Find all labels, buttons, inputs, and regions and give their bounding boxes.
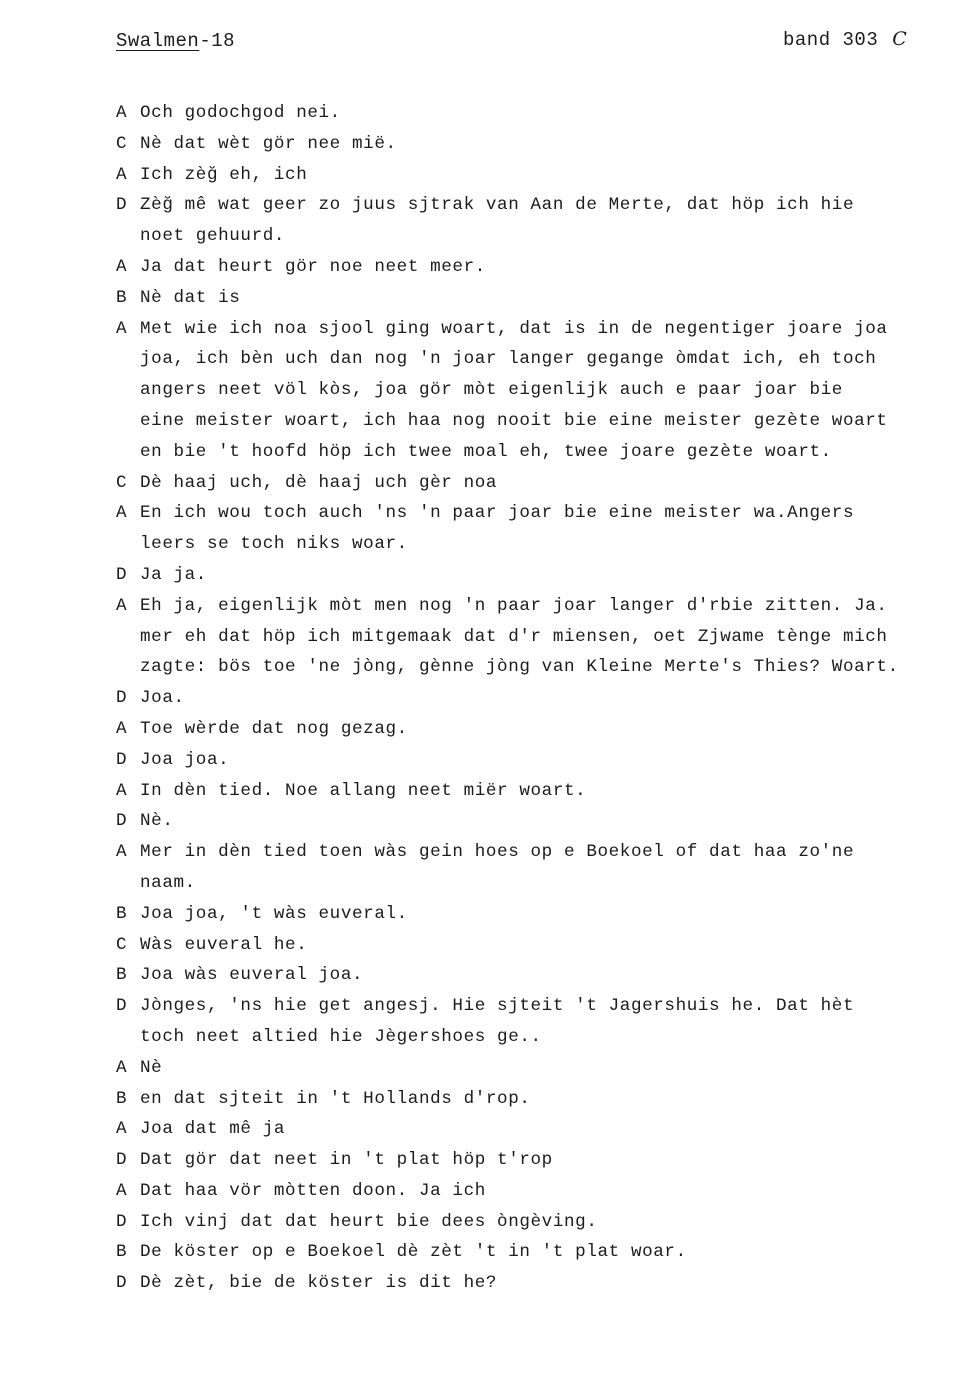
utterance-line: Joa joa. (140, 749, 230, 770)
speaker-label: C (116, 472, 128, 493)
speaker-label: A (116, 103, 128, 123)
utterance (140, 837, 854, 899)
utterance-line: Dè haaj uch, dè haaj uch gèr noa (140, 472, 498, 493)
utterance-line: Nè dat wèt gör nee mië. (140, 133, 397, 154)
utterance (140, 806, 173, 837)
speaker-label: A (116, 1119, 128, 1140)
utterance (140, 560, 207, 591)
utterance-line: In dèn tied. Noe allang neet miër woart. (140, 780, 587, 801)
speaker-label: B (116, 287, 128, 308)
utterance (140, 283, 240, 314)
speaker-label: D (116, 1273, 128, 1294)
speaker-label: A (116, 1057, 128, 1078)
transcript-turn (116, 806, 976, 837)
utterance (140, 776, 586, 807)
utterance (140, 1053, 162, 1084)
transcript-turn (116, 314, 976, 468)
transcript-turn (116, 129, 976, 160)
utterance-line: Nè. (140, 811, 174, 832)
transcript-turn (116, 683, 976, 714)
transcript-turn (116, 991, 976, 1053)
transcript-turn (116, 837, 976, 899)
utterance-line: Ich vinj dat dat heurt bie dees òngèving. (140, 1211, 598, 1232)
transcript-turn (116, 190, 976, 252)
utterance-line: joa, ich bèn uch dan nog 'n joar langer gegange òmdat ich, eh toch (140, 349, 877, 370)
transcript-turn (116, 1237, 976, 1268)
place-name: Swalmen (116, 30, 200, 52)
speaker-label: A (116, 718, 128, 739)
utterance (140, 160, 307, 191)
utterance-line: Nè dat is (140, 287, 241, 308)
speaker-label: B (116, 1088, 128, 1109)
utterance-line: leers se toch niks woar. (140, 534, 408, 555)
utterance-line: Toe wèrde dat nog gezag. (140, 718, 408, 739)
speaker-label: A (116, 1180, 128, 1201)
speaker-label: A (116, 503, 128, 524)
speaker-label: D (116, 1211, 128, 1232)
page-number: -18 (199, 30, 236, 52)
utterance (140, 714, 408, 745)
speaker-label: C (116, 133, 128, 154)
utterance-line: Joa wàs euveral joa. (140, 965, 364, 986)
utterance-line: Zèğ mê wat geer zo juus sjtrak van Aan de Merte, dat höp ich hie (140, 195, 855, 216)
transcript-turn (116, 1268, 976, 1299)
transcript-turn (116, 98, 976, 129)
utterance (140, 991, 854, 1053)
utterance-line: Ich zèğ eh, ich (140, 164, 308, 185)
utterance (140, 683, 185, 714)
tape-reference (783, 28, 907, 51)
utterance (140, 190, 854, 252)
document-title (116, 30, 235, 52)
utterance-line: Joa dat mê ja (140, 1119, 286, 1140)
utterance (140, 1114, 285, 1145)
utterance-line: eine meister woart, ich haa nog nooit bie eine meister gezète woart (140, 410, 888, 431)
speaker-label: D (116, 564, 128, 585)
utterance-line: Mer in dèn tied toen wàs gein hoes op e Boekoel of dat haa zo'ne (140, 842, 855, 863)
transcript-turn (116, 283, 976, 314)
transcript-turn (116, 899, 976, 930)
utterance (140, 960, 363, 991)
utterance (140, 1207, 597, 1238)
speaker-label: A (116, 318, 128, 339)
speaker-label: A (116, 780, 128, 801)
utterance-line: Eh ja, eigenlijk mòt men nog 'n paar joar langer d'rbie zitten. Ja. (140, 595, 888, 616)
utterance (140, 1176, 486, 1207)
utterance (140, 1145, 553, 1176)
utterance-line: Jònges, 'ns hie get angesj. Hie sjteit 't Jagershuis he. Dat hèt (140, 996, 855, 1017)
utterance (140, 591, 899, 683)
transcript-turn (116, 1053, 976, 1084)
utterance-line: Dè zèt, bie de köster is dit he? (140, 1273, 498, 1294)
transcript-turn (116, 714, 976, 745)
speaker-label: D (116, 1150, 128, 1171)
utterance-line: De köster op e Boekoel dè zèt 't in 't plat woar. (140, 1242, 687, 1263)
band-number: band 303 (783, 29, 879, 51)
transcript-turn (116, 1114, 976, 1145)
handwritten-mark: C (892, 28, 908, 50)
utterance-line: naam. (140, 872, 196, 893)
transcript-turn (116, 591, 976, 683)
utterance-line: Ja ja. (140, 564, 207, 585)
utterance-line: Ja dat heurt gör noe neet meer. (140, 256, 486, 277)
utterance (140, 1237, 687, 1268)
transcript-turn (116, 776, 976, 807)
speaker-label: A (116, 164, 128, 185)
utterance-line: Dat haa vör mòtten doon. Ja ich (140, 1180, 486, 1201)
transcript-turn (116, 745, 976, 776)
transcript-turn (116, 1145, 976, 1176)
utterance (140, 930, 307, 961)
speaker-label: A (116, 842, 128, 863)
transcript-turn (116, 560, 976, 591)
speaker-label: D (116, 811, 128, 832)
transcript-turn (116, 1176, 976, 1207)
speaker-label: A (116, 256, 128, 277)
transcript-turn (116, 160, 976, 191)
speaker-label: D (116, 996, 128, 1017)
speaker-label: B (116, 903, 128, 924)
utterance (140, 252, 486, 283)
transcript-turn (116, 498, 976, 560)
transcript (116, 98, 976, 1299)
utterance (140, 745, 229, 776)
utterance-line: Nè (140, 1057, 163, 1078)
utterance (140, 98, 341, 129)
utterance-line: en dat sjteit in 't Hollands d'rop. (140, 1088, 531, 1109)
utterance-line: en bie 't hoofd höp ich twee moal eh, twee joare gezète woart. (140, 441, 832, 462)
utterance (140, 899, 408, 930)
utterance-line: Joa. (140, 688, 185, 709)
speaker-label: B (116, 1242, 128, 1263)
speaker-label: D (116, 195, 128, 216)
utterance-line: zagte: bös toe 'ne jòng, gènne jòng van Kleine Merte's Thies? Woart. (140, 657, 899, 678)
utterance-line: Joa joa, 't wàs euveral. (140, 903, 408, 924)
utterance-line: angers neet völ kòs, joa gör mòt eigenlijk auch e paar joar bie (140, 380, 843, 401)
utterance (140, 129, 397, 160)
utterance-line: Wàs euveral he. (140, 934, 308, 955)
utterance (140, 1268, 497, 1299)
utterance-line: mer eh dat höp ich mitgemaak dat d'r miensen, oet Zjwame tènge mich (140, 626, 888, 647)
utterance (140, 314, 888, 468)
transcript-turn (116, 468, 976, 499)
speaker-label: A (116, 595, 128, 616)
speaker-label: D (116, 749, 128, 770)
transcript-turn (116, 252, 976, 283)
utterance-line: Met wie ich noa sjool ging woart, dat is in de negentiger joare joa (140, 318, 888, 339)
utterance-line: En ich wou toch auch 'ns 'n paar joar bie eine meister wa.Angers (140, 503, 855, 524)
utterance (140, 1084, 531, 1115)
utterance-line: noet gehuurd. (140, 226, 286, 247)
utterance-line: Dat gör dat neet in 't plat höp t'rop (140, 1150, 553, 1171)
transcript-turn (116, 930, 976, 961)
utterance-line: toch neet altied hie Jègershoes ge.. (140, 1026, 542, 1047)
utterance (140, 468, 497, 499)
speaker-label: C (116, 934, 128, 955)
speaker-label: D (116, 688, 128, 709)
transcript-turn (116, 960, 976, 991)
utterance-line: Och godochgod nei. (140, 103, 341, 123)
transcript-turn (116, 1084, 976, 1115)
utterance (140, 498, 854, 560)
transcript-turn (116, 1207, 976, 1238)
speaker-label: B (116, 965, 128, 986)
